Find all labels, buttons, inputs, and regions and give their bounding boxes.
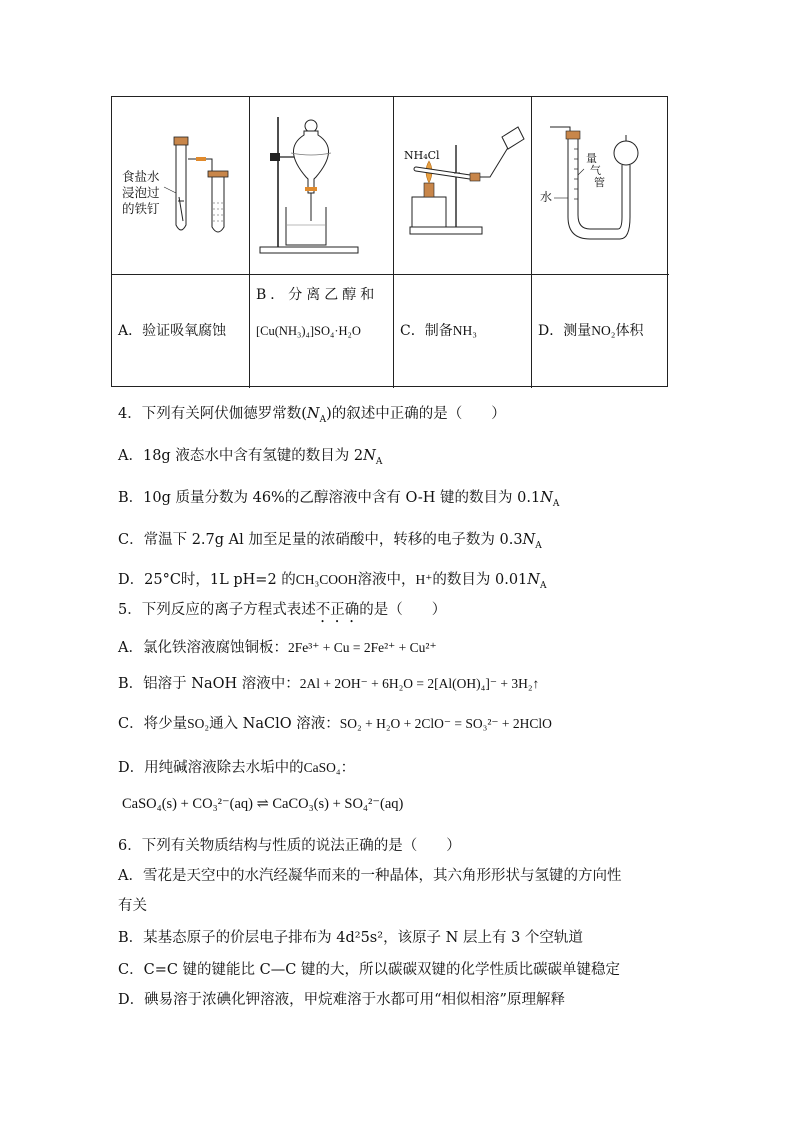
apparatus-cell-c	[394, 97, 532, 275]
caption-d-text: D．测量	[538, 323, 592, 339]
na-sub: A	[552, 498, 560, 509]
q4-option-b[interactable]	[118, 486, 559, 509]
q5-option-d-equation: CaSO₄(s) + CO₃²⁻(aq) ⇌ CaCO₃(s) + SO₄²⁻(aq)	[122, 796, 404, 812]
caption-cell-d	[532, 275, 669, 388]
q5-option-c-mid: 通入 NaClO 溶液：	[209, 716, 340, 732]
q5-option-c-so2: SO₂	[187, 716, 210, 731]
q5-option-c-equation: SO₂ + H₂O + 2ClO⁻ = SO₃²⁻ + 2HClO	[339, 716, 552, 731]
na-symbol: N	[522, 532, 536, 548]
label-gas-burette-3: 管	[594, 176, 605, 189]
label-nh4cl: NH₄Cl	[404, 149, 440, 162]
q5-option-d-text: D．用纯碱溶液除去水垢中的	[118, 760, 304, 776]
q4-na-symbol: N	[306, 406, 320, 422]
label-water: 水	[540, 190, 553, 204]
q5-option-a-equation: 2Fe³⁺ + Cu = 2Fe²⁺ + Cu²⁺	[287, 640, 437, 655]
q6-option-c[interactable]: C．C=C 键的键能比 C—C 键的大，所以碳碳双键的化学性质比碳碳单键稳定	[118, 962, 620, 978]
q5-option-a-text: A．氯化铁溶液腐蚀铜板：	[118, 640, 288, 656]
q5-stem-text: 5．下列反应的离子方程式表述	[118, 602, 316, 618]
q5-option-c[interactable]	[118, 712, 552, 733]
label-gas-burette-2: 气	[590, 164, 601, 177]
q5-option-d-colon: ：	[340, 760, 356, 776]
label-gas-burette-1: 量	[586, 152, 597, 165]
caption-b-formula: [Cu(NH₃)₄]SO₄·H₂O	[256, 324, 361, 338]
label-iron-nail: 的铁钉	[122, 201, 160, 216]
q4-na-sub: A	[319, 414, 327, 425]
q5-option-b[interactable]	[118, 672, 539, 693]
q4-option-d-mid: 溶液中，	[357, 572, 416, 588]
label-salt-water: 食盐水	[122, 169, 160, 184]
q5-option-c-text: C．将少量	[118, 716, 188, 732]
q5-stem-end: 的是（ ）	[359, 602, 447, 618]
na-sub: A	[539, 580, 547, 591]
q6-option-a-line1[interactable]: A．雪花是天空中的水汽经凝华而来的一种晶体，其六角形形状与氢键的方向性	[118, 868, 622, 884]
q4-option-d-ion: H⁺	[415, 572, 433, 587]
caption-c-formula: NH₃	[452, 323, 477, 338]
q5-stem-emphasis: 不正确	[315, 602, 360, 618]
apparatus-cell-b	[250, 97, 394, 275]
caption-d-tail: 体积	[615, 323, 644, 339]
q4-option-a[interactable]	[118, 444, 382, 467]
caption-cell-a	[112, 275, 250, 388]
q4-stem-end: )的叙述中正确的是（ ）	[326, 406, 506, 422]
q6-stem: 6．下列有关物质结构与性质的说法正确的是（ ）	[118, 838, 461, 854]
q6-option-b[interactable]: B．某基态原子的价层电子排布为 4d²5s²，该原子 N 层上有 3 个空轨道	[118, 930, 583, 946]
q4-option-a-text: A．18g 液态水中含有氢键的数目为 2	[118, 448, 364, 464]
na-sub: A	[375, 456, 383, 467]
q4-option-d-text: D．25°C时，1L pH=2 的	[118, 572, 296, 588]
caption-cell-b	[250, 275, 394, 388]
caption-a: A．验证吸氧腐蚀	[118, 323, 227, 339]
q6-option-d[interactable]: D．碘易溶于浓碘化钾溶液，甲烷难溶于水都可用“相似相溶”原理解释	[118, 992, 565, 1008]
caption-d-formula: NO₂	[591, 323, 616, 338]
q5-option-d[interactable]	[118, 756, 355, 777]
na-symbol: N	[363, 448, 376, 464]
q5-option-b-equation: 2Al + 2OH⁻ + 6H₂O = 2[Al(OH)₄]⁻ + 3H₂↑	[299, 676, 540, 691]
q4-option-b-text: B．10g 质量分数为 46%的乙醇溶液中含有 O-H 键的数目为 0.1	[118, 490, 541, 506]
separatory-funnel-diagram	[250, 97, 394, 275]
q5-option-b-text: B．铝溶于 NaOH 溶液中：	[118, 676, 300, 692]
caption-c-text: C．制备	[400, 323, 453, 339]
na-symbol: N	[527, 572, 540, 588]
q5-option-d-caso4: CaSO₄	[303, 760, 341, 775]
q5-option-a[interactable]	[118, 636, 437, 657]
q6-option-a-line2: 有关	[118, 898, 147, 914]
q5-stem	[118, 598, 446, 626]
na-symbol: N	[540, 490, 553, 506]
q4-stem	[118, 402, 506, 425]
q4-option-c[interactable]	[118, 528, 542, 551]
label-soaked: 浸泡过	[122, 185, 160, 200]
ammonia-preparation-diagram	[394, 97, 532, 275]
caption-c	[400, 321, 477, 341]
apparatus-table	[111, 96, 668, 387]
q4-option-d-end: 的数目为 0.01	[432, 572, 528, 588]
apparatus-cell-a	[112, 97, 250, 275]
q4-stem-text: 4．下列有关阿伏伽德罗常数(	[118, 406, 307, 422]
apparatus-cell-d	[532, 97, 669, 275]
caption-cell-c	[394, 275, 532, 388]
caption-b-line1: B．分离乙醇和	[256, 287, 379, 303]
na-sub: A	[535, 540, 542, 551]
q4-option-d-formula: CH₃COOH	[295, 572, 358, 587]
caption-d	[538, 321, 643, 341]
q4-option-c-text: C．常温下 2.7g Al 加至足量的浓硝酸中，转移的电子数为 0.3	[118, 532, 523, 548]
q4-option-d[interactable]	[118, 568, 546, 591]
